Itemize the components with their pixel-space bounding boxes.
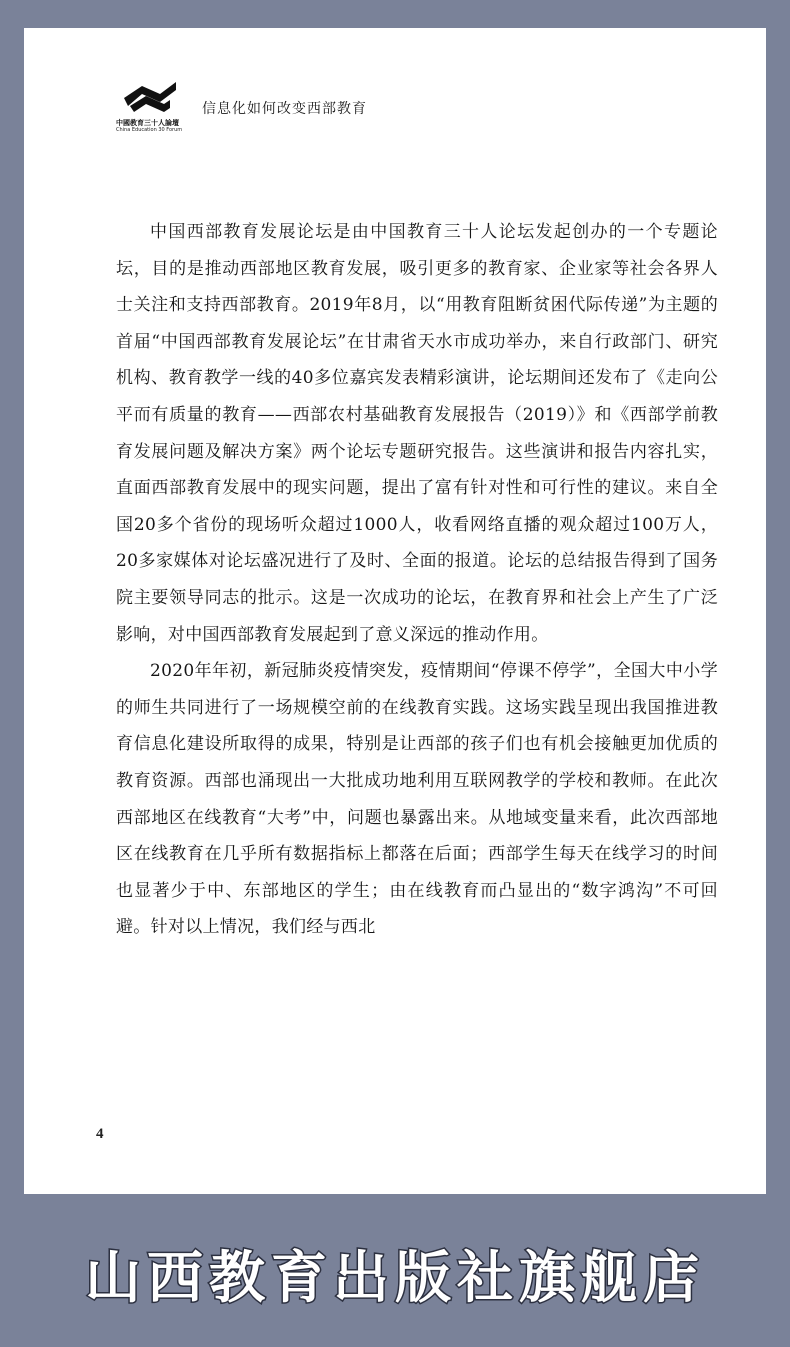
logo-text-chinese: 中國教育三十人論壇 [116,119,179,127]
body-text [116,214,718,946]
page-number: 4 [96,1126,104,1142]
paragraph: 中国西部教育发展论坛是由中国教育三十人论坛发起创办的一个专题论坛，目的是推动西部地区教育发展，吸引更多的教育家、企业家等社会各界人士关注和支持西部教育。2019年8月，以“用教育阻断贫困代际传递”为主题的首届“中国西部教育发展论坛”在甘肃省天水市成功举办，来自行政部门、研究机构、教育教学一线的40多位嘉宾发表精彩演讲，论坛期间还发布了《走向公平而有质量的教育——西部农村基础教育发展报告（2019）》和《西部学前教育发展问题及解决方案》两个论坛专题研究报告。这些演讲和报告内容扎实，直面西部教育发展中的现实问题，提出了富有针对性和可行性的建议。来自全国20多个省份的现场听众超过1000人，收看网络直播的观众超过100万人，20多家媒体对论坛盛况进行了及时、全面的报道。论坛的总结报告得到了国务院主要领导同志的批示。这是一次成功的论坛，在教育界和社会上产生了广泛影响，对中国西部教育发展起到了意义深远的推动作用。 [116,222,718,645]
book-page [24,28,766,1194]
logo-text-english: China Education 30 Forum [116,127,183,133]
running-title: 信息化如何改变西部教育 [202,101,367,117]
forum-logo [116,76,212,156]
forum-logo-icon [120,76,180,116]
store-banner: 山西教育出版社旗舰店 [85,1246,705,1311]
paragraph: 2020年年初，新冠肺炎疫情突发，疫情期间“停课不停学”，全国大中小学的师生共同进行了一场规模空前的在线教育实践。这场实践呈现出我国推进教育信息化建设所取得的成果，特别是让西部的孩子们也有机会接触更加优质的教育资源。西部也涌现出一大批成功地利用互联网教学的学校和教师。在此次西部地区在线教育“大考”中，问题也暴露出来。从地域变量来看，此次西部地区在线教育在几乎所有数据指标上都落在后面；西部学生每天在线学习的时间也显著少于中、东部地区的学生；由在线教育而凸显出的“数字鸿沟”不可回避。针对以上情况，我们经与西北 [116,661,718,938]
